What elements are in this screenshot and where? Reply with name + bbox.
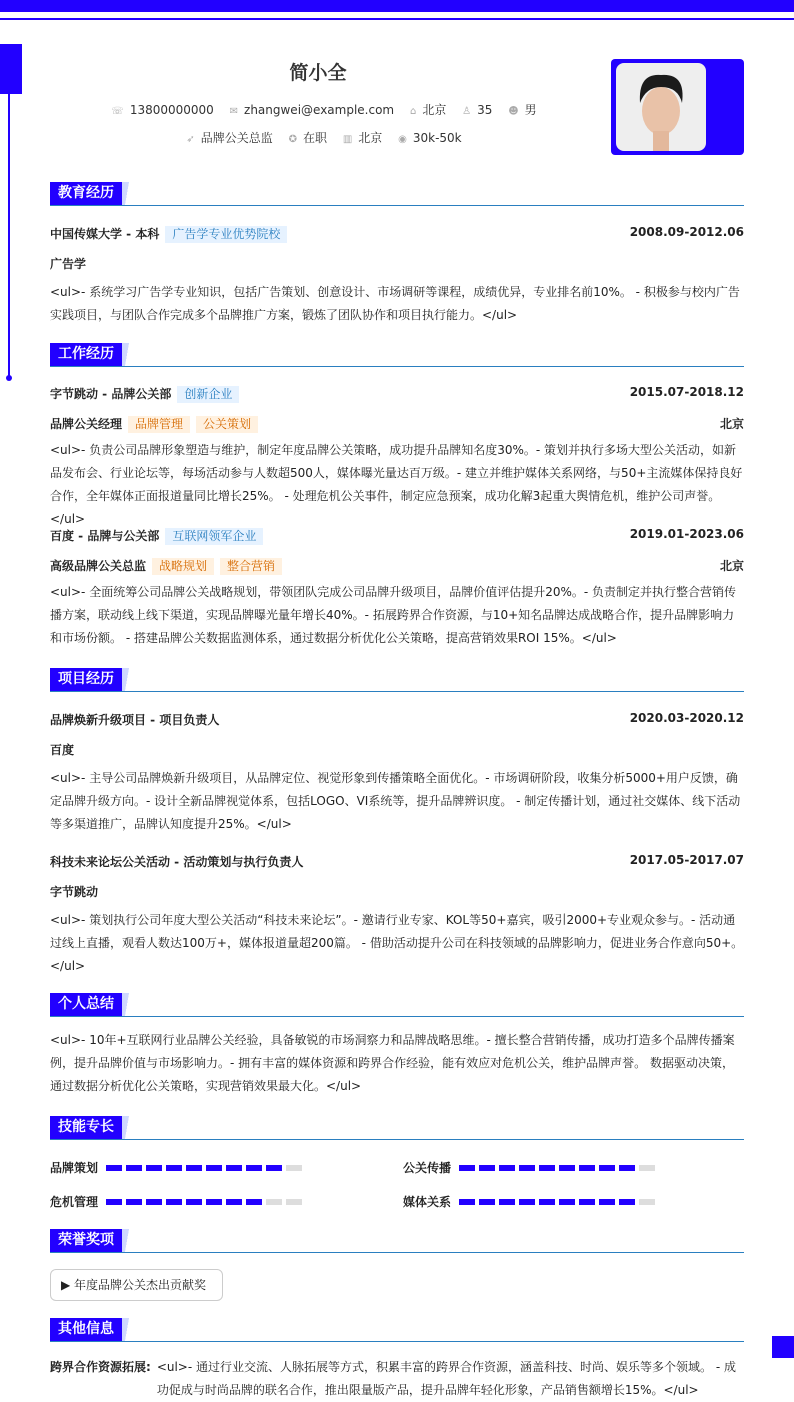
position: 品牌公关总监 bbox=[200, 131, 273, 145]
section-title: 个人总结 bbox=[50, 993, 122, 1016]
skill-segment bbox=[106, 1165, 122, 1171]
skill-segment bbox=[519, 1165, 535, 1171]
project-name: 品牌焕新升级项目 - 项目负责人 bbox=[50, 713, 220, 727]
email: zhangwei@example.com bbox=[244, 103, 395, 117]
section-title: 荣誉奖项 bbox=[50, 1229, 122, 1252]
section-education bbox=[50, 182, 744, 206]
role: 品牌公关经理 bbox=[50, 417, 123, 431]
contact-row bbox=[0, 101, 636, 118]
skill-segment bbox=[639, 1165, 655, 1171]
profile-photo bbox=[611, 59, 744, 155]
age: 35 bbox=[477, 103, 493, 117]
skill-segment bbox=[499, 1199, 515, 1205]
expand-triangle-icon: ▶ bbox=[61, 1278, 75, 1292]
status: 在职 bbox=[302, 131, 327, 145]
email-icon: ✉ bbox=[229, 106, 239, 117]
skill-item bbox=[403, 1193, 659, 1210]
role-tag: 战略规划 bbox=[152, 558, 214, 575]
section-title: 教育经历 bbox=[50, 182, 122, 205]
date: 2020.03-2020.12 bbox=[629, 711, 744, 725]
skill-level-bar bbox=[106, 1199, 306, 1205]
work-desc: <ul>- 负责公司品牌形象塑造与维护，制定年度品牌公关策略，成功提升品牌知名度30%。- 策划并执行多场大型公关活动，如新品发布会、行业论坛等，每场活动参与人数超500人，媒体曝光量达百万级。- 建立并维护媒体关系网络，与50+主流媒体保持良好合作，全年媒体正面报道量同比增长25%。 - 处理危机公关事件，制定应急预案，成功化解3起重大舆情危机，维护公司声誉。</ul> bbox=[50, 443, 743, 526]
skill-segment bbox=[226, 1165, 242, 1171]
age-icon: ♙ bbox=[462, 106, 472, 117]
company: 百度 - 品牌与公关部 bbox=[50, 529, 160, 543]
major: 广告学 bbox=[50, 257, 87, 271]
right-accent-block bbox=[772, 1336, 794, 1358]
date: 2008.09-2012.06 bbox=[629, 225, 744, 239]
section-title: 项目经历 bbox=[50, 668, 122, 691]
skill-name: 危机管理 bbox=[50, 1195, 99, 1209]
skill-segment bbox=[539, 1199, 555, 1205]
skill-segment bbox=[286, 1199, 302, 1205]
summary-text: <ul>- 10年+互联网行业品牌公关经验，具备敏锐的市场洞察力和品牌战略思维。- 擅长整合营销传播，成功打造多个品牌传播案例，提升品牌价值与市场影响力。- 拥有丰富的媒体资源和跨界合作经验，能有效应对危机公关，维护品牌声誉。 数据驱动决策，通过数据分析优化公关策略，实现营销效果最大化。</ul> bbox=[50, 1033, 735, 1093]
award-item[interactable] bbox=[50, 1269, 223, 1301]
job-row bbox=[0, 129, 636, 146]
skill-segment bbox=[206, 1165, 222, 1171]
salary: 30k-50k bbox=[412, 131, 462, 145]
status-icon: ✪ bbox=[288, 134, 297, 145]
date: 2019.01-2023.06 bbox=[629, 527, 744, 541]
project-desc: <ul>- 策划执行公司年度大型公关活动“科技未来论坛”。- 邀请行业专家、KOL等50+嘉宾，吸引2000+专业观众参与。- 活动通过线上直播，观看人数达100万+，媒体报道量超200篇。 - 借助活动提升公司在科技领域的品牌影响力，促进业务合作意向50+。</ul> bbox=[50, 913, 744, 973]
skill-segment bbox=[146, 1165, 162, 1171]
skill-segment bbox=[599, 1199, 615, 1205]
education-header bbox=[50, 225, 744, 243]
city: 北京 bbox=[719, 417, 744, 431]
skill-segment bbox=[579, 1165, 595, 1171]
skill-segment bbox=[206, 1199, 222, 1205]
top-divider bbox=[0, 18, 794, 20]
work-role bbox=[50, 415, 744, 433]
skill-segment bbox=[246, 1199, 262, 1205]
skill-segment bbox=[559, 1165, 575, 1171]
skill-level-bar bbox=[459, 1165, 659, 1171]
project-name: 科技未来论坛公关活动 - 活动策划与执行负责人 bbox=[50, 855, 304, 869]
skill-segment bbox=[459, 1165, 475, 1171]
role-tag: 整合营销 bbox=[220, 558, 282, 575]
skill-segment bbox=[166, 1199, 182, 1205]
building-icon: ▥ bbox=[342, 134, 353, 145]
skill-segment bbox=[539, 1165, 555, 1171]
section-awards bbox=[50, 1229, 744, 1253]
skill-segment bbox=[559, 1199, 575, 1205]
school-tag: 广告学专业优势院校 bbox=[165, 226, 287, 243]
other-text: <ul>- 通过行业交流、人脉拓展等方式，积累丰富的跨界合作资源，涵盖科技、时尚、娱乐等多个领域。 - 成功促成与时尚品牌的联名合作，推出限量版产品，提升品牌年轻化形象，产品销售额增长15%。</ul> bbox=[156, 1360, 736, 1397]
school: 中国传媒大学 - 本科 bbox=[50, 227, 160, 241]
skill-segment bbox=[479, 1199, 495, 1205]
skill-segment bbox=[579, 1199, 595, 1205]
company-tag: 创新企业 bbox=[177, 386, 239, 403]
section-title: 工作经历 bbox=[50, 343, 122, 366]
candidate-name: 简小全 bbox=[289, 62, 347, 84]
skill-segment bbox=[126, 1165, 142, 1171]
skill-segment bbox=[126, 1199, 142, 1205]
skill-segment bbox=[599, 1165, 615, 1171]
role-tag: 品牌管理 bbox=[128, 416, 190, 433]
section-projects bbox=[50, 668, 744, 692]
other-item bbox=[50, 1356, 744, 1402]
skill-level-bar bbox=[459, 1199, 659, 1205]
skill-name: 媒体关系 bbox=[403, 1195, 452, 1209]
skill-item bbox=[50, 1193, 306, 1210]
skill-segment bbox=[619, 1199, 635, 1205]
top-banner bbox=[0, 0, 794, 12]
skill-segment bbox=[106, 1199, 122, 1205]
project-header bbox=[50, 711, 744, 728]
gender-icon: ☻ bbox=[508, 106, 519, 117]
company: 字节跳动 - 品牌公关部 bbox=[50, 387, 172, 401]
city: 北京 bbox=[719, 559, 744, 573]
date: 2017.05-2017.07 bbox=[629, 853, 744, 867]
role-tag: 公关策划 bbox=[196, 416, 258, 433]
section-other bbox=[50, 1318, 744, 1342]
section-summary bbox=[50, 993, 744, 1017]
left-accent-dot bbox=[6, 375, 12, 381]
skill-name: 品牌策划 bbox=[50, 1161, 99, 1175]
work-header bbox=[50, 527, 744, 545]
education-desc: <ul>- 系统学习广告学专业知识，包括广告策划、创意设计、市场调研等课程，成绩优异，专业排名前10%。 - 积极参与校内广告实践项目，与团队合作完成多个品牌推广方案，锻炼了团队协作和项目执行能力。</ul> bbox=[50, 285, 740, 322]
skill-item bbox=[403, 1159, 659, 1176]
skill-segment bbox=[459, 1199, 475, 1205]
skill-segment bbox=[619, 1165, 635, 1171]
project-org: 字节跳动 bbox=[50, 885, 99, 899]
home-icon: ⌂ bbox=[409, 106, 417, 117]
gender: 男 bbox=[524, 103, 537, 117]
skill-segment bbox=[519, 1199, 535, 1205]
send-icon: ➶ bbox=[186, 134, 195, 145]
award-name: 年度品牌公关杰出贡献奖 bbox=[74, 1278, 207, 1292]
skill-item bbox=[50, 1159, 306, 1176]
skill-segment bbox=[266, 1165, 282, 1171]
city: 北京 bbox=[358, 131, 383, 145]
project-desc: <ul>- 主导公司品牌焕新升级项目，从品牌定位、视觉形象到传播策略全面优化。- 市场调研阶段，收集分析5000+用户反馈，确定品牌升级方向。- 设计全新品牌视觉体系，包括LOGO、VI系统等，提升品牌辨识度。 - 制定传播计划，通过社交媒体、线下活动等多渠道推广，品牌认知度提升25%。</ul> bbox=[50, 771, 741, 831]
skill-segment bbox=[226, 1199, 242, 1205]
skill-segment bbox=[479, 1165, 495, 1171]
project-org: 百度 bbox=[50, 743, 75, 757]
work-header bbox=[50, 385, 744, 403]
skill-segment bbox=[266, 1199, 282, 1205]
skill-segment bbox=[146, 1199, 162, 1205]
skill-segment bbox=[639, 1199, 655, 1205]
phone: 13800000000 bbox=[129, 103, 214, 117]
other-label: 跨界合作资源拓展: bbox=[50, 1360, 151, 1374]
work-desc: <ul>- 全面统筹公司品牌公关战略规划，带领团队完成公司品牌升级项目，品牌价值评估提升20%。- 负责制定并执行整合营销传播方案，联动线上线下渠道，实现品牌曝光量年增长40%。- 拓展跨界合作资源，与10+知名品牌达成战略合作，提升品牌影响力和市场份额。 - 搭建品牌公关数据监测体系，通过数据分析优化公关策略，提高营销效果ROI 15%。</ul> bbox=[50, 585, 737, 645]
location: 北京 bbox=[422, 103, 447, 117]
section-skills bbox=[50, 1116, 744, 1140]
skill-segment bbox=[286, 1165, 302, 1171]
work-role bbox=[50, 557, 744, 575]
phone-icon: ☏ bbox=[111, 106, 124, 117]
section-work bbox=[50, 343, 744, 367]
project-header bbox=[50, 853, 744, 870]
skill-segment bbox=[246, 1165, 262, 1171]
skill-segment bbox=[186, 1199, 202, 1205]
skill-segment bbox=[499, 1165, 515, 1171]
skill-segment bbox=[186, 1165, 202, 1171]
section-title: 技能专长 bbox=[50, 1116, 122, 1139]
skill-level-bar bbox=[106, 1165, 306, 1171]
skill-segment bbox=[166, 1165, 182, 1171]
salary-icon: ◉ bbox=[398, 134, 407, 145]
date: 2015.07-2018.12 bbox=[629, 385, 744, 399]
role: 高级品牌公关总监 bbox=[50, 559, 147, 573]
section-title: 其他信息 bbox=[50, 1318, 122, 1341]
company-tag: 互联网领军企业 bbox=[165, 528, 263, 545]
skill-name: 公关传播 bbox=[403, 1161, 452, 1175]
